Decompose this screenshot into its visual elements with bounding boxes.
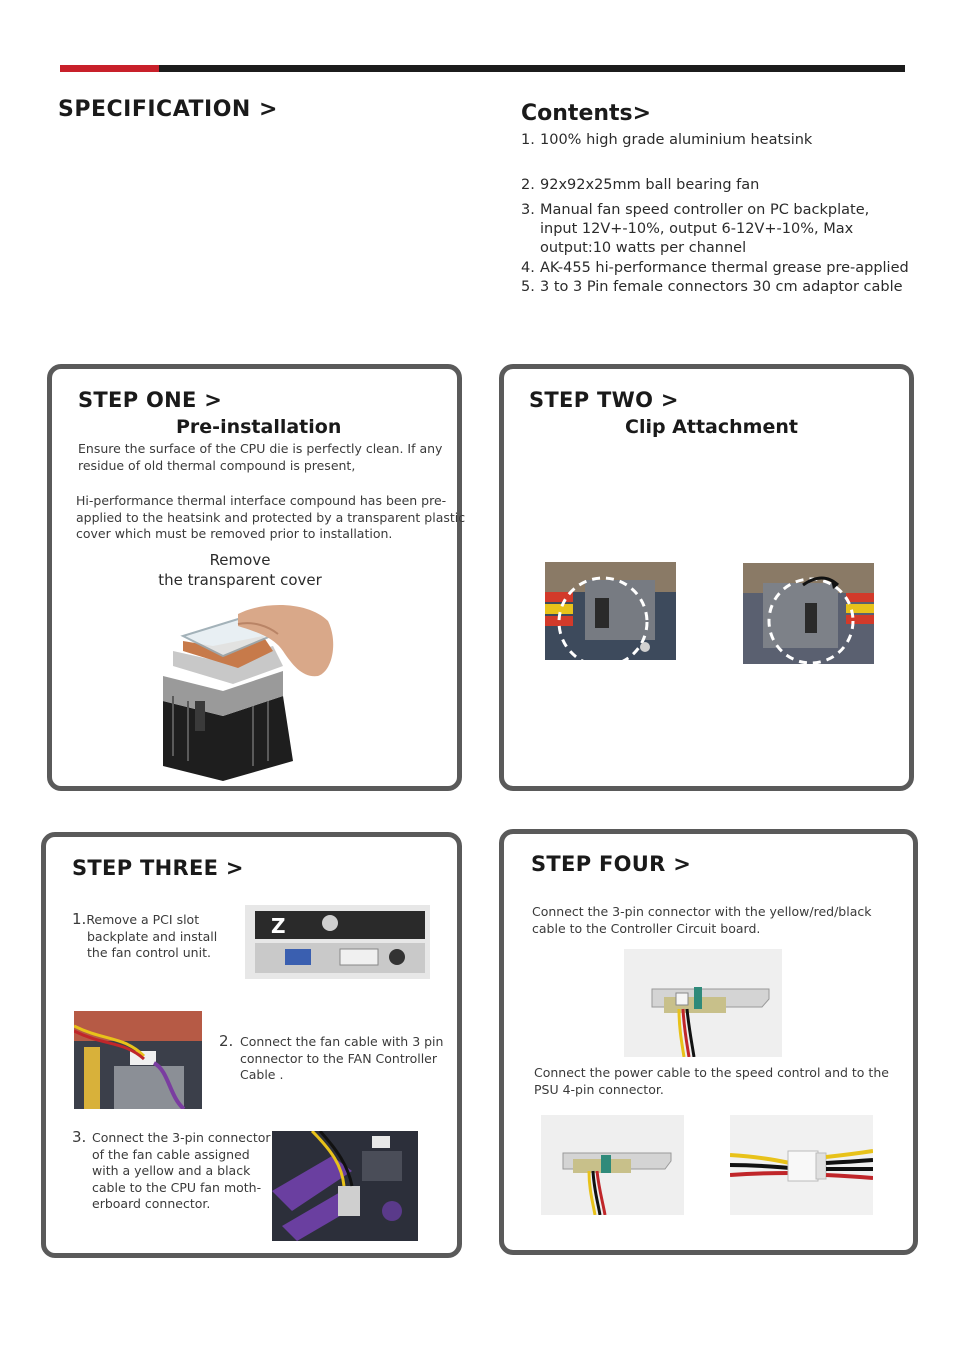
step-four-title: STEP FOUR > bbox=[531, 852, 692, 876]
text-line: Connect the 3-pin connector with the yellow/red/black bbox=[532, 904, 872, 919]
text-line: Ensure the surface of the CPU die is perfectly clean. If any bbox=[78, 441, 443, 456]
item-text: 100% high grade aluminium heatsink bbox=[540, 132, 813, 148]
header-accent-bar bbox=[60, 65, 159, 72]
text-line: cover which must be removed prior to installation. bbox=[76, 526, 393, 541]
caption-line: the transparent cover bbox=[158, 571, 322, 589]
item-text: output:10 watts per channel bbox=[540, 240, 747, 256]
svg-text:Z: Z bbox=[271, 914, 286, 938]
contents-item-5 bbox=[521, 278, 903, 297]
pci-backplate-photo bbox=[245, 905, 430, 979]
text-line: cable to the Controller Circuit board. bbox=[532, 920, 761, 936]
caption-line: Remove bbox=[209, 551, 271, 569]
controller-board-photo bbox=[624, 949, 782, 1057]
step-three-title: STEP THREE > bbox=[72, 856, 244, 880]
step-one-title: STEP ONE > bbox=[78, 388, 223, 412]
contents-item-3 bbox=[521, 201, 869, 258]
text-line: Connect the fan cable with 3 pin bbox=[240, 1034, 444, 1049]
text-line: Remove a PCI slot bbox=[86, 912, 200, 927]
step-one-paragraph-1 bbox=[78, 441, 442, 474]
item-text: 92x92x25mm ball bearing fan bbox=[540, 177, 760, 193]
text-line: applied to the heatsink and protected by a transparent plastic bbox=[76, 509, 466, 525]
text-line: Cable . bbox=[240, 1067, 284, 1082]
clip-attach-photo-2 bbox=[743, 563, 874, 664]
contents-item-4 bbox=[521, 259, 909, 278]
text-line: Connect the 3-pin connector bbox=[92, 1130, 271, 1145]
text-line: residue of old thermal compound is present, bbox=[78, 457, 356, 473]
speed-control-power-photo bbox=[541, 1115, 684, 1215]
step-two-subtitle: Clip Attachment bbox=[625, 416, 798, 438]
step-three-item-3 bbox=[72, 1129, 271, 1213]
step-one-paragraph-2 bbox=[76, 493, 465, 543]
item-text: input 12V+-10%, output 6-12V+-10%, Max bbox=[540, 221, 854, 237]
text-line: PSU 4-pin connector. bbox=[534, 1081, 664, 1097]
text-line: Connect the power cable to the speed control and to the bbox=[534, 1065, 889, 1080]
text-line: of the fan cable assigned bbox=[92, 1146, 250, 1162]
item-number: 1. bbox=[72, 910, 87, 928]
step-one-caption bbox=[150, 550, 330, 590]
item-number: 5. bbox=[521, 279, 535, 295]
text-line: with a yellow and a black bbox=[92, 1163, 251, 1178]
step-two-title: STEP TWO > bbox=[529, 388, 679, 412]
text-line: Hi-performance thermal interface compound has been pre- bbox=[76, 493, 447, 508]
item-text: AK-455 hi-performance thermal grease pre-applied bbox=[540, 260, 909, 276]
text-line: connector to the FAN Controller bbox=[240, 1050, 438, 1066]
header-bar bbox=[159, 65, 905, 72]
item-number: 1. bbox=[521, 132, 535, 148]
text-line: backplate and install bbox=[87, 928, 218, 944]
contents-heading: Contents> bbox=[521, 101, 652, 126]
step-four-paragraph-2 bbox=[534, 1065, 889, 1098]
item-number: 3. bbox=[72, 1128, 87, 1146]
item-number: 4. bbox=[521, 260, 535, 276]
clip-attach-photo-1 bbox=[545, 562, 676, 660]
step-three-item-2 bbox=[219, 1033, 443, 1084]
specification-heading: SPECIFICATION > bbox=[58, 97, 278, 122]
text-line: erboard connector. bbox=[92, 1196, 211, 1211]
item-number: 2. bbox=[219, 1032, 234, 1050]
contents-item-1 bbox=[521, 131, 812, 150]
fan-cable-photo bbox=[74, 1011, 202, 1109]
text-line: the fan control unit. bbox=[87, 945, 211, 960]
psu-connector-photo bbox=[730, 1115, 873, 1215]
item-number: 3. bbox=[521, 202, 535, 218]
contents-item-2 bbox=[521, 176, 759, 195]
item-text: Manual fan speed controller on PC backplate, bbox=[540, 202, 870, 218]
step-three-item-1 bbox=[72, 911, 217, 962]
item-text: 3 to 3 Pin female connectors 30 cm adaptor cable bbox=[540, 279, 903, 295]
text-line: cable to the CPU fan moth- bbox=[92, 1179, 262, 1195]
step-one-subtitle: Pre-installation bbox=[176, 416, 342, 438]
heatsink-cover-photo bbox=[143, 596, 338, 782]
item-number: 2. bbox=[521, 177, 535, 193]
step-four-paragraph-1 bbox=[532, 904, 871, 937]
motherboard-connector-photo bbox=[272, 1131, 418, 1241]
